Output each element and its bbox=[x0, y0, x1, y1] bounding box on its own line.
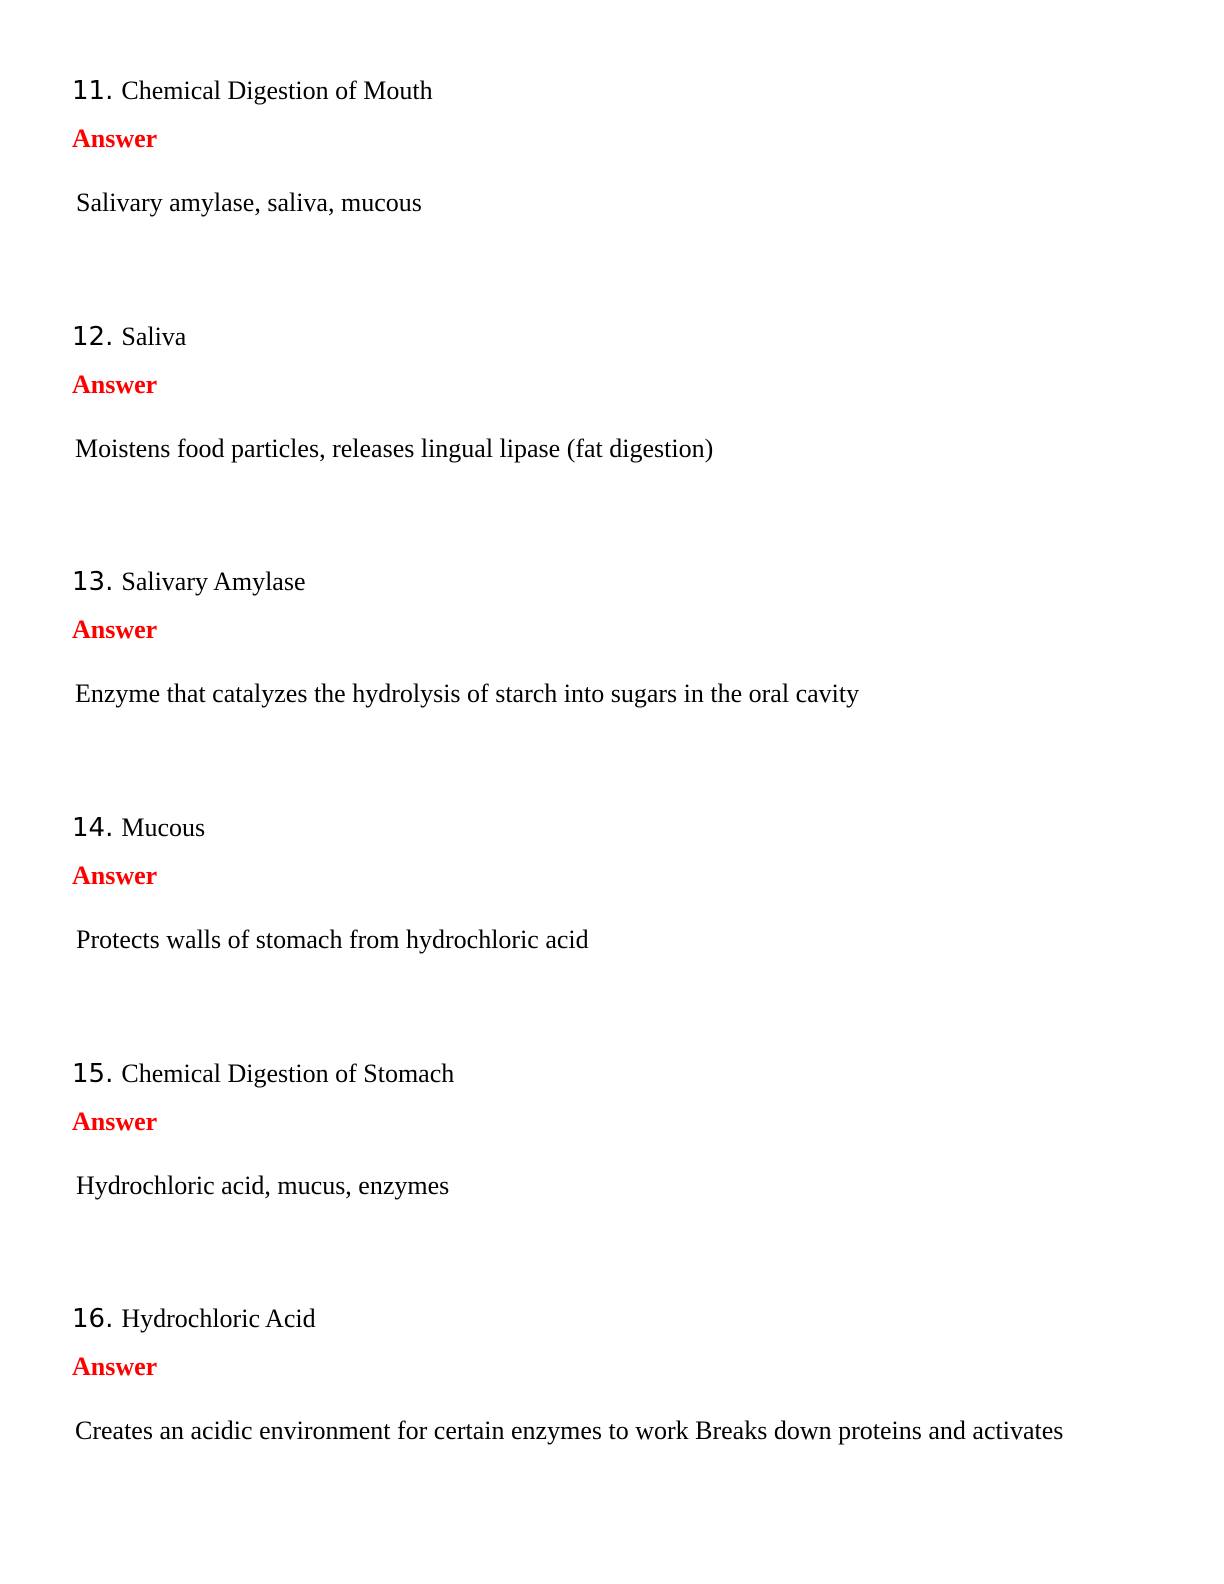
answer-text: Moistens food particles, releases lingual lipase (fat digestion) bbox=[75, 434, 714, 463]
question-15 bbox=[72, 1057, 1172, 1200]
question-number: 11. bbox=[72, 76, 114, 106]
answer-label: Answer bbox=[72, 861, 158, 890]
question-heading bbox=[72, 811, 1172, 845]
question-heading bbox=[72, 565, 1172, 599]
question-heading bbox=[72, 74, 1172, 108]
question-14 bbox=[72, 811, 1172, 954]
question-number: 16. bbox=[72, 1304, 114, 1334]
question-number: 15. bbox=[72, 1059, 114, 1089]
question-term: Salivary Amylase bbox=[121, 567, 306, 596]
answer-label: Answer bbox=[72, 124, 158, 153]
question-term: Chemical Digestion of Stomach bbox=[121, 1059, 455, 1088]
answer-text: Enzyme that catalyzes the hydrolysis of starch into sugars in the oral cavity bbox=[75, 679, 860, 708]
question-heading bbox=[72, 1302, 1172, 1336]
question-number: 12. bbox=[72, 322, 114, 352]
answer-label: Answer bbox=[72, 1352, 158, 1381]
question-12 bbox=[72, 320, 1172, 463]
question-term: Saliva bbox=[121, 322, 187, 351]
answer-text: Protects walls of stomach from hydrochloric acid bbox=[76, 925, 589, 954]
question-11 bbox=[72, 74, 1172, 217]
question-number: 14. bbox=[72, 813, 114, 843]
answer-text: Hydrochloric acid, mucus, enzymes bbox=[76, 1171, 450, 1200]
answer-label: Answer bbox=[72, 370, 158, 399]
answer-text: Salivary amylase, saliva, mucous bbox=[76, 188, 422, 217]
answer-label: Answer bbox=[72, 615, 158, 644]
answer-label: Answer bbox=[72, 1107, 158, 1136]
question-16 bbox=[72, 1302, 1172, 1445]
answer-text: Creates an acidic environment for certain enzymes to work Breaks down proteins and activates bbox=[75, 1416, 1064, 1445]
question-term: Chemical Digestion of Mouth bbox=[121, 76, 433, 105]
question-number: 13. bbox=[72, 567, 114, 597]
question-heading bbox=[72, 1057, 1172, 1091]
question-term: Mucous bbox=[121, 813, 206, 842]
question-term: Hydrochloric Acid bbox=[121, 1304, 316, 1333]
question-13 bbox=[72, 565, 1172, 708]
question-heading bbox=[72, 320, 1172, 354]
